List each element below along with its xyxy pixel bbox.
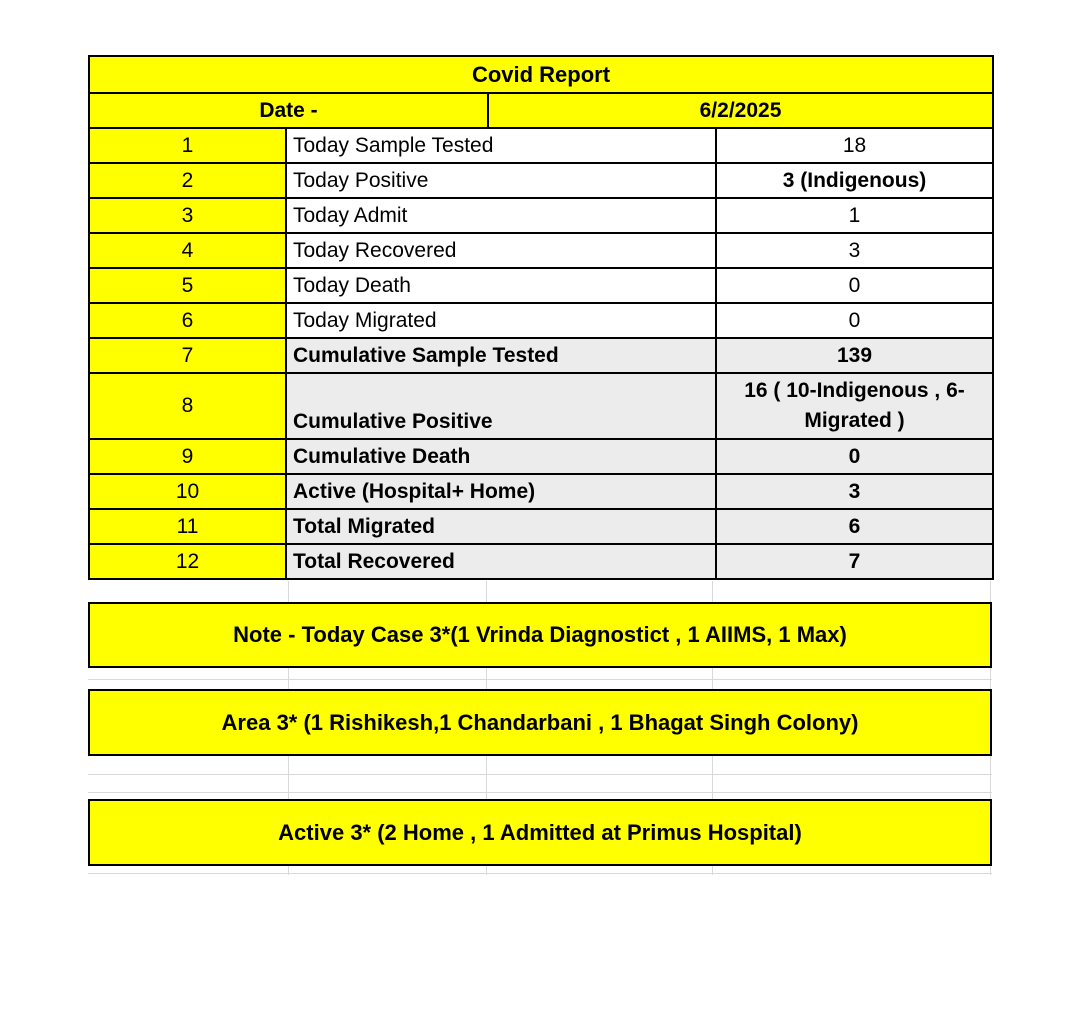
- row-label-cell: Cumulative Death: [286, 439, 716, 474]
- row-value-cell: 6: [716, 509, 993, 544]
- report-title: Covid Report: [89, 56, 993, 93]
- row-value-cell: 7: [716, 544, 993, 579]
- row-value-cell: 0: [716, 303, 993, 338]
- date-label: Date -: [89, 93, 488, 128]
- table-row: [89, 268, 993, 303]
- row-number-cell: 12: [89, 544, 286, 579]
- note-banner-area: Area 3* (1 Rishikesh,1 Chandarbani , 1 Bhagat Singh Colony): [88, 689, 992, 756]
- row-number-cell: 5: [89, 268, 286, 303]
- row-label-cell: Today Positive: [286, 163, 716, 198]
- row-label-cell: Today Migrated: [286, 303, 716, 338]
- row-value-cell: 3: [716, 474, 993, 509]
- row-label-cell: Today Admit: [286, 198, 716, 233]
- row-label-cell: Cumulative Positive: [286, 373, 716, 439]
- row-number-cell: 11: [89, 509, 286, 544]
- row-value-cell: 0: [716, 439, 993, 474]
- row-label-cell: Today Sample Tested: [286, 128, 716, 163]
- row-number-cell: 8: [89, 373, 286, 439]
- table-row: [89, 303, 993, 338]
- row-number-cell: 6: [89, 303, 286, 338]
- table-row: [89, 93, 993, 128]
- table-row: [89, 198, 993, 233]
- covid-report-table: [88, 55, 994, 580]
- row-value-cell: 3 (Indigenous): [716, 163, 993, 198]
- row-number-cell: 7: [89, 338, 286, 373]
- table-row: [89, 338, 993, 373]
- table-row: [89, 509, 993, 544]
- row-number-cell: 2: [89, 163, 286, 198]
- date-value: 6/2/2025: [488, 93, 993, 128]
- sheet-gridline-horizontal: [88, 792, 992, 793]
- row-number-cell: 10: [89, 474, 286, 509]
- row-label-cell: Active (Hospital+ Home): [286, 474, 716, 509]
- table-row: [89, 474, 993, 509]
- table-row: [89, 56, 993, 93]
- table-row: [89, 163, 993, 198]
- table-row: [89, 128, 993, 163]
- row-number-cell: 1: [89, 128, 286, 163]
- row-value-cell: 18: [716, 128, 993, 163]
- row-value-cell: 3: [716, 233, 993, 268]
- row-label-cell: Total Recovered: [286, 544, 716, 579]
- row-value-cell: 16 ( 10-Indigenous , 6-Migrated ): [716, 373, 993, 439]
- row-label-cell: Cumulative Sample Tested: [286, 338, 716, 373]
- row-number-cell: 4: [89, 233, 286, 268]
- sheet-gridline-horizontal: [88, 679, 992, 680]
- note-banner-today-case: Note - Today Case 3*(1 Vrinda Diagnostict , 1 AIIMS, 1 Max): [88, 602, 992, 668]
- table-row: [89, 373, 993, 439]
- row-number-cell: 3: [89, 198, 286, 233]
- row-value-cell: 0: [716, 268, 993, 303]
- row-value-cell: 139: [716, 338, 993, 373]
- row-label-cell: Today Death: [286, 268, 716, 303]
- row-value-cell: 1: [716, 198, 993, 233]
- note-banner-active: Active 3* (2 Home , 1 Admitted at Primus Hospital): [88, 799, 992, 866]
- table-row: [89, 233, 993, 268]
- row-number-cell: 9: [89, 439, 286, 474]
- table-row: [89, 544, 993, 579]
- sheet-gridline-horizontal: [88, 774, 992, 775]
- table-row: [89, 439, 993, 474]
- row-label-cell: Total Migrated: [286, 509, 716, 544]
- row-label-cell: Today Recovered: [286, 233, 716, 268]
- sheet-gridline-horizontal: [88, 873, 992, 874]
